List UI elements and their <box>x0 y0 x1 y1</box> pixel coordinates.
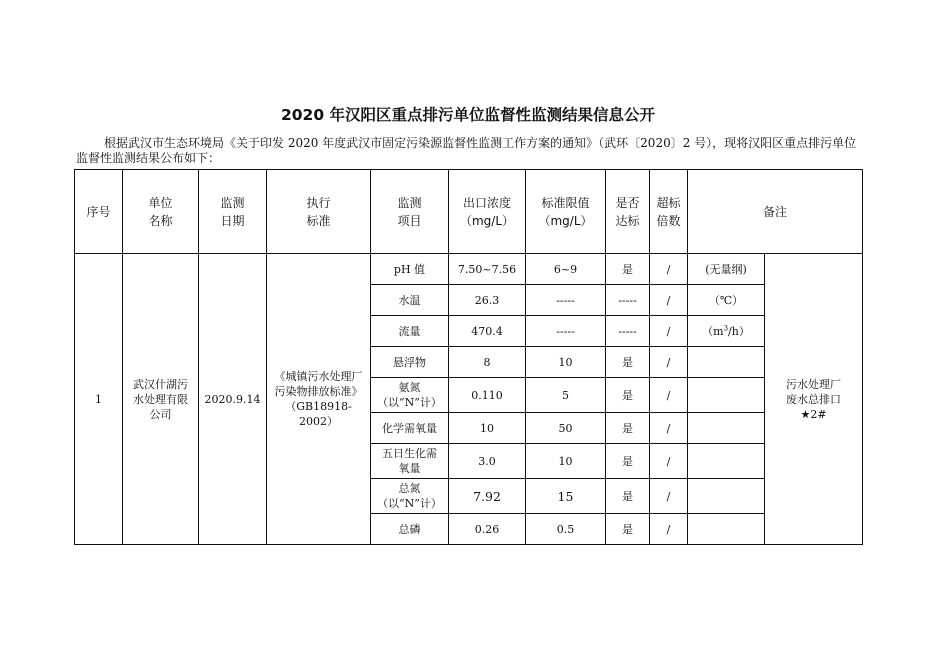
compliant-cell: 是 <box>606 514 650 545</box>
header-seq: 序号 <box>75 170 123 254</box>
limit-cell: ----- <box>526 316 606 347</box>
exceed-cell: / <box>650 514 688 545</box>
header-standard: 执行 标准 <box>267 170 371 254</box>
item-cell: 五日生化需 氧量 <box>371 444 449 479</box>
compliant-cell: 是 <box>606 347 650 378</box>
intro-paragraph: 根据武汉市生态环境局《关于印发 2020 年度武汉市固定污染源监督性监测工作方案的通知》（武环〔2020〕2 号），现将汉阳区重点排污单位监督性监测结果公布如下： <box>76 136 857 165</box>
item-cell: 水温 <box>371 285 449 316</box>
exceed-cell: / <box>650 285 688 316</box>
item-cell: 化学需氧量 <box>371 413 449 444</box>
outlet-remark: 污水处理厂 废水总排口 ★2# <box>765 254 863 545</box>
concentration-cell: 0.26 <box>449 514 526 545</box>
monitoring-results-table <box>74 169 863 545</box>
note-cell <box>688 378 765 413</box>
compliant-cell: 是 <box>606 413 650 444</box>
header-item: 监测 项目 <box>371 170 449 254</box>
limit-cell: 5 <box>526 378 606 413</box>
concentration-cell: 7.92 <box>449 479 526 514</box>
compliant-cell: ----- <box>606 316 650 347</box>
note-cell: (无量纲) <box>688 254 765 285</box>
note-cell <box>688 514 765 545</box>
header-exceed-ratio: 超标 倍数 <box>650 170 688 254</box>
concentration-cell: 7.50~7.56 <box>449 254 526 285</box>
item-cell: 总氮 （以“N”计） <box>371 479 449 514</box>
concentration-cell: 0.110 <box>449 378 526 413</box>
concentration-cell: 8 <box>449 347 526 378</box>
exceed-cell: / <box>650 413 688 444</box>
item-cell: pH 值 <box>371 254 449 285</box>
record-unit: 武汉什湖污 水处理有限 公司 <box>123 254 199 545</box>
header-remark: 备注 <box>688 170 863 254</box>
header-date: 监测 日期 <box>199 170 267 254</box>
compliant-cell: 是 <box>606 444 650 479</box>
header-concentration: 出口浓度 （mg/L） <box>449 170 526 254</box>
limit-cell: 50 <box>526 413 606 444</box>
limit-cell: 6~9 <box>526 254 606 285</box>
compliant-cell: 是 <box>606 479 650 514</box>
header-unit: 单位 名称 <box>123 170 199 254</box>
note-cell <box>688 479 765 514</box>
concentration-cell: 3.0 <box>449 444 526 479</box>
header-compliant: 是否 达标 <box>606 170 650 254</box>
table-row <box>75 254 863 285</box>
compliant-cell: ----- <box>606 285 650 316</box>
page-title: 2020 年汉阳区重点排污单位监督性监测结果信息公开 <box>280 106 656 124</box>
note-cell <box>688 413 765 444</box>
record-seq: 1 <box>75 254 123 545</box>
exceed-cell: / <box>650 254 688 285</box>
exceed-cell: / <box>650 444 688 479</box>
table-header-row <box>75 170 863 254</box>
limit-cell: 10 <box>526 347 606 378</box>
concentration-cell: 26.3 <box>449 285 526 316</box>
note-cell: $(m^3/h)$ <box>688 316 765 347</box>
limit-cell: ----- <box>526 285 606 316</box>
limit-cell: 10 <box>526 444 606 479</box>
concentration-cell: 10 <box>449 413 526 444</box>
compliant-cell: 是 <box>606 254 650 285</box>
concentration-cell: 470.4 <box>449 316 526 347</box>
note-cell <box>688 444 765 479</box>
exceed-cell: / <box>650 347 688 378</box>
item-cell: 流量 <box>371 316 449 347</box>
exceed-cell: / <box>650 479 688 514</box>
note-cell: （℃） <box>688 285 765 316</box>
exceed-cell: / <box>650 378 688 413</box>
item-cell: 总磷 <box>371 514 449 545</box>
item-cell: 悬浮物 <box>371 347 449 378</box>
limit-cell: 15 <box>526 479 606 514</box>
exceed-cell: / <box>650 316 688 347</box>
header-limit: 标准限值 （mg/L） <box>526 170 606 254</box>
item-cell: 氨氮 （以“N”计） <box>371 378 449 413</box>
compliant-cell: 是 <box>606 378 650 413</box>
record-standard: 《城镇污水处理厂 污染物排放标准》 （GB18918-2002） <box>267 254 371 545</box>
limit-cell: 0.5 <box>526 514 606 545</box>
record-date: 2020.9.14 <box>199 254 267 545</box>
note-cell <box>688 347 765 378</box>
